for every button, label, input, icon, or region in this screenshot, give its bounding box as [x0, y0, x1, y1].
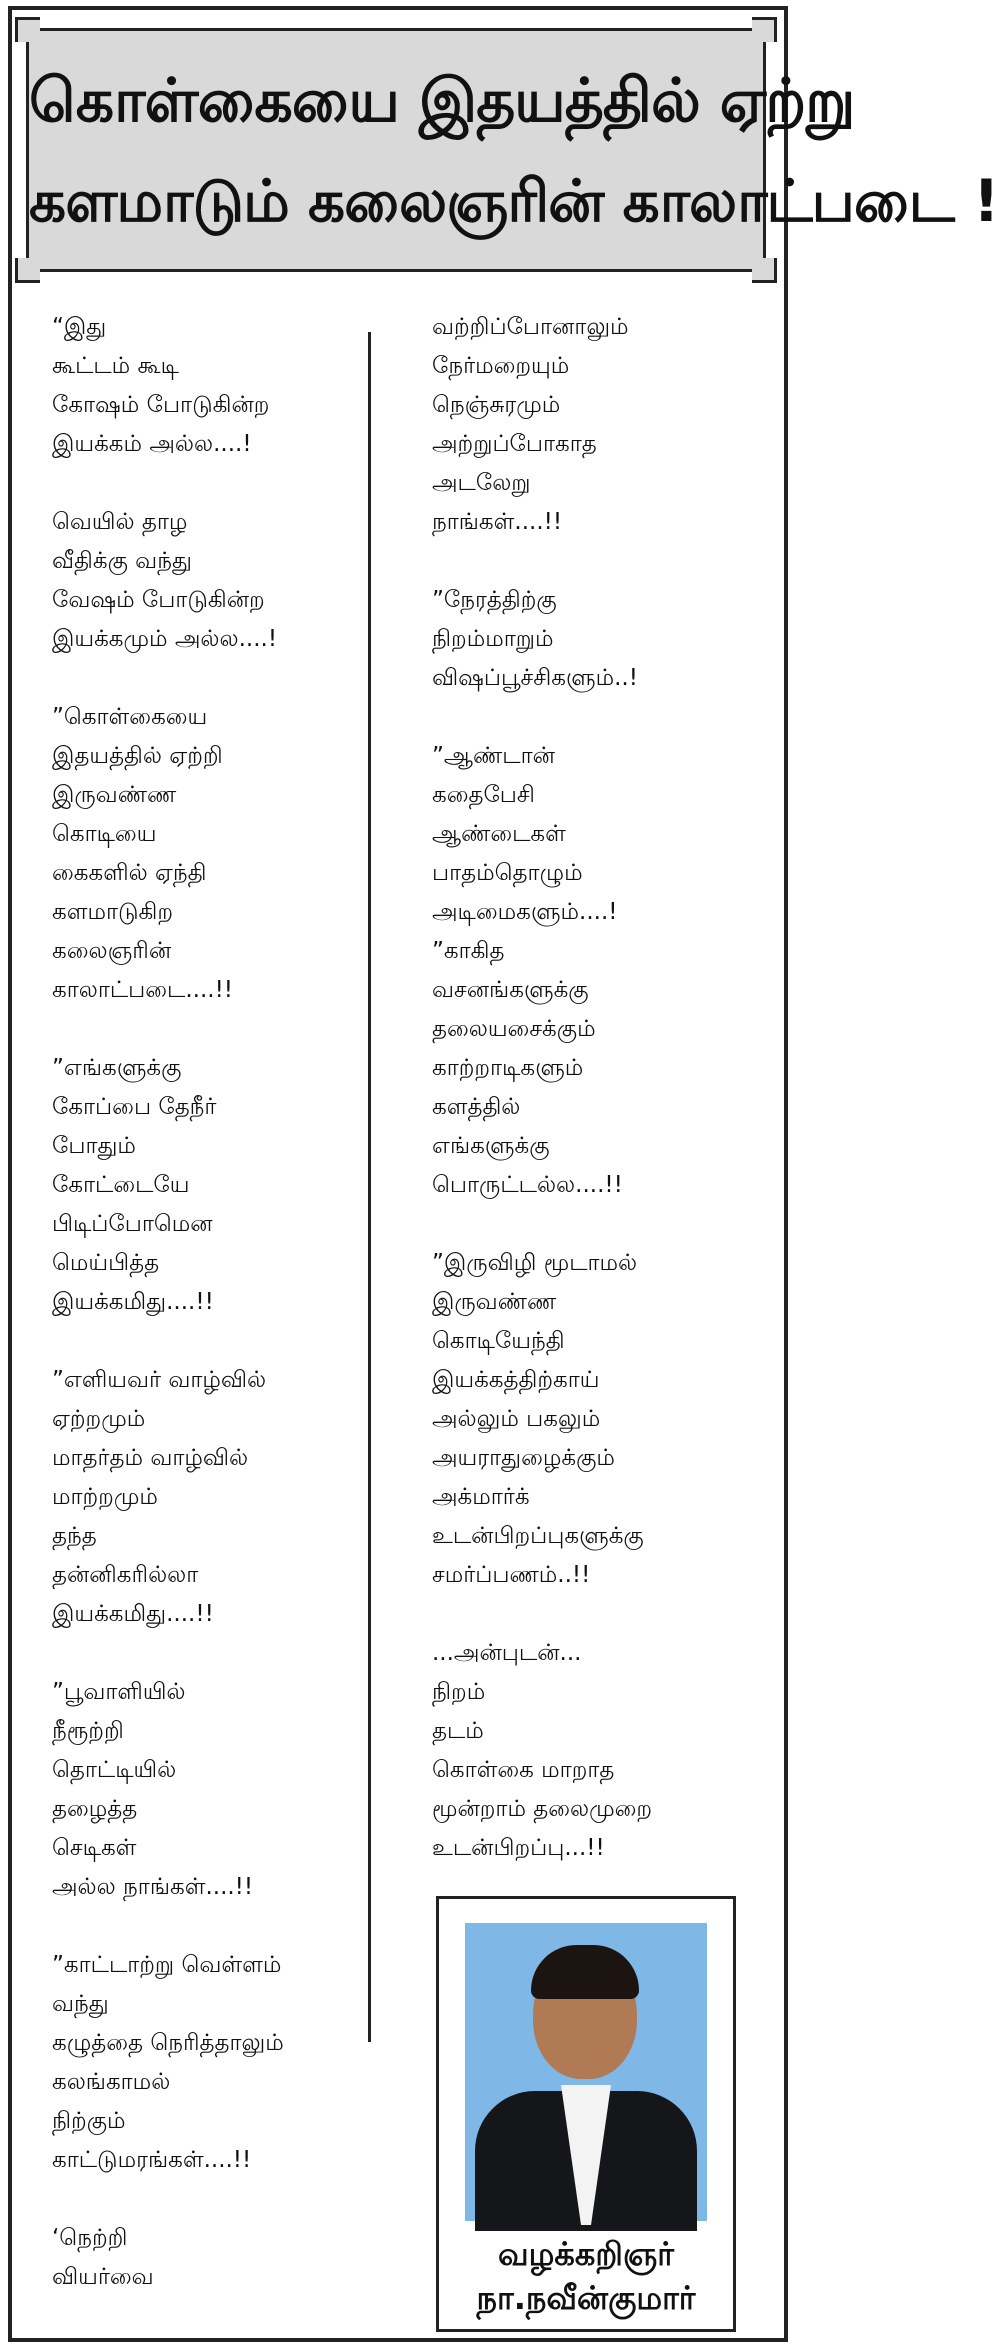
- poem-left-column: [52, 308, 352, 2297]
- poem-line: வற்றிப்போனாலும்: [432, 314, 629, 340]
- stanza-gap: [52, 1634, 352, 1673]
- poem-line: ”எளியவர் வாழ்வில்: [52, 1367, 267, 1393]
- photo-hair: [531, 1945, 639, 1999]
- poem-line: தடம்: [432, 1718, 484, 1744]
- poem-line: இயக்கமிது....!!: [52, 1289, 214, 1315]
- poem-line: ”காட்டாற்று வெள்ளம்: [52, 1952, 282, 1978]
- poem-line: இதயத்தில் ஏற்றி: [52, 743, 223, 769]
- poem-line: வசனங்களுக்கு: [432, 977, 589, 1003]
- poem-line: இயக்கம் அல்ல....!: [52, 431, 252, 457]
- poem-line: மாதர்தம் வாழ்வில்: [52, 1445, 249, 1471]
- poem-line: கைகளில் ஏந்தி: [52, 860, 207, 886]
- poem-line: காட்டுமரங்கள்....!!: [52, 2147, 252, 2173]
- poem-line: தழைத்த: [52, 1796, 138, 1822]
- headline-line-2: களமாடும் கலைஞரின் காலாட்படை !: [29, 167, 999, 235]
- poem-line: தந்த: [52, 1523, 97, 1549]
- stanza-gap: [52, 1010, 352, 1049]
- poem-line: கூட்டம் கூடி: [52, 353, 179, 379]
- stanza-gap: [432, 698, 772, 737]
- poem-line: வியர்வை: [52, 2264, 154, 2290]
- poem-line: ”கொள்கையை: [52, 704, 208, 730]
- stanza-gap: [52, 464, 352, 503]
- poem-line: அடிமைகளும்....!: [432, 899, 618, 925]
- banner-corner-top-left: [15, 17, 40, 42]
- poem-line: ...அன்புடன்...: [432, 1640, 582, 1666]
- poem-right-column: [432, 308, 772, 1868]
- poem-line: ‘நெற்றி: [52, 2225, 128, 2251]
- poem-line: நாங்கள்....!!: [432, 509, 563, 535]
- poem-line: கோட்டையே: [52, 1172, 190, 1198]
- poem-line: நீரூற்றி: [52, 1718, 124, 1744]
- poem-line: செடிகள்: [52, 1835, 137, 1861]
- poem-line: களத்தில்: [432, 1094, 521, 1120]
- column-divider: [368, 332, 371, 2042]
- poem-line: வந்து: [52, 1991, 109, 2017]
- stanza-gap: [52, 659, 352, 698]
- author-name: நா.நவீன்குமார்: [476, 2279, 696, 2317]
- poem-line: கழுத்தை நெரித்தாலும்: [52, 2030, 284, 2056]
- poem-line: மாற்றமும்: [52, 1484, 158, 1510]
- poem-line: நெஞ்சுரமும்: [432, 392, 561, 418]
- headline-line-1: கொள்கையை இதயத்தில் ஏற்று: [29, 66, 855, 136]
- poem-line: இயக்கமும் அல்ல....!: [52, 626, 278, 652]
- poem-line: பாதம்தொழும்: [432, 860, 583, 886]
- poem-line: அடலேறு: [432, 470, 531, 496]
- poem-line: ”காகித: [432, 938, 505, 964]
- poem-line: அக்மார்க்: [432, 1484, 530, 1510]
- poem-line: கொள்கை மாறாத: [432, 1757, 615, 1783]
- poem-line: ”பூவாளியில்: [52, 1679, 186, 1705]
- poem-line: களமாடுகிற: [52, 899, 174, 925]
- poem-line: நிற்கும்: [52, 2108, 126, 2134]
- poem-line: நேர்மறையும்: [432, 353, 570, 379]
- stanza-gap: [432, 542, 772, 581]
- poem-line: ”நேரத்திற்கு: [432, 587, 557, 613]
- poem-line: அல்லும் பகலும்: [432, 1406, 601, 1432]
- poem-line: காற்றாடிகளும்: [432, 1055, 584, 1081]
- stanza-gap: [52, 2180, 352, 2219]
- poem-line: கோப்பை தேநீர்: [52, 1094, 217, 1120]
- page-frame: [8, 6, 999, 2342]
- poem-line: தலையசைக்கும்: [432, 1016, 596, 1042]
- poem-line: “இது: [52, 314, 107, 340]
- poem-line: ”ஆண்டான்: [432, 743, 555, 769]
- poem-line: தன்னிகரில்லா: [52, 1562, 199, 1588]
- poem-line: பொருட்டல்ல....!!: [432, 1172, 623, 1198]
- stanza-gap: [432, 1205, 772, 1244]
- poem-line: தொட்டியில்: [52, 1757, 177, 1783]
- poem-line: வெயில் தாழ: [52, 509, 188, 535]
- poem-line: ”எங்களுக்கு: [52, 1055, 182, 1081]
- poem-line: உடன்பிறப்பு...!!: [432, 1835, 605, 1861]
- poem-line: உடன்பிறப்புகளுக்கு: [432, 1523, 644, 1549]
- poem-line: சமர்ப்பணம்..!!: [432, 1562, 591, 1588]
- stanza-gap: [432, 1595, 772, 1634]
- banner-corner-top-right: [752, 17, 777, 42]
- poem-line: பிடிப்போமென: [52, 1211, 213, 1237]
- poem-line: மூன்றாம் தலைமுறை: [432, 1796, 653, 1822]
- poem-line: நிறம்மாறும்: [432, 626, 554, 652]
- banner-corner-bottom-right: [752, 258, 777, 283]
- poem-line: ஆண்டைகள்: [432, 821, 566, 847]
- poem-line: கோஷம் போடுகின்ற: [52, 392, 270, 418]
- poem-line: போதும்: [52, 1133, 136, 1159]
- poem-line: அற்றுப்போகாத: [432, 431, 597, 457]
- poem-line: இயக்கத்திற்காய்: [432, 1367, 600, 1393]
- stanza-gap: [52, 1907, 352, 1946]
- poem-line: எங்களுக்கு: [432, 1133, 550, 1159]
- poem-line: வீதிக்கு வந்து: [52, 548, 192, 574]
- poem-line: நிறம்: [432, 1679, 486, 1705]
- poem-line: கொடியேந்தி: [432, 1328, 565, 1354]
- poem-line: ஏற்றமும்: [52, 1406, 146, 1432]
- poem-line: மெய்பித்த: [52, 1250, 160, 1276]
- banner-corner-bottom-left: [15, 258, 40, 283]
- poem-line: இயக்கமிது....!!: [52, 1601, 214, 1627]
- poem-line: கதைபேசி: [432, 782, 535, 808]
- poem-line: காலாட்படை....!!: [52, 977, 234, 1003]
- stanza-gap: [52, 1322, 352, 1361]
- author-card: [436, 1896, 736, 2332]
- author-title: வழக்கறிஞர்: [498, 2235, 674, 2273]
- poem-line: கலங்காமல்: [52, 2069, 171, 2095]
- poem-line: கொடியை: [52, 821, 157, 847]
- poem-line: விஷப்பூச்சிகளும்..!: [432, 665, 638, 691]
- poem-line: இருவண்ண: [432, 1289, 557, 1315]
- poem-line: ”இருவிழி மூடாமல்: [432, 1250, 638, 1276]
- poem-line: கலைஞரின்: [52, 938, 172, 964]
- author-photo: [465, 1923, 707, 2221]
- poem-line: அல்ல நாங்கள்....!!: [52, 1874, 254, 1900]
- poem-line: வேஷம் போடுகின்ற: [52, 587, 265, 613]
- headline-banner: [26, 28, 999, 272]
- poem-line: அயராதுழைக்கும்: [432, 1445, 615, 1471]
- poem-line: இருவண்ண: [52, 782, 177, 808]
